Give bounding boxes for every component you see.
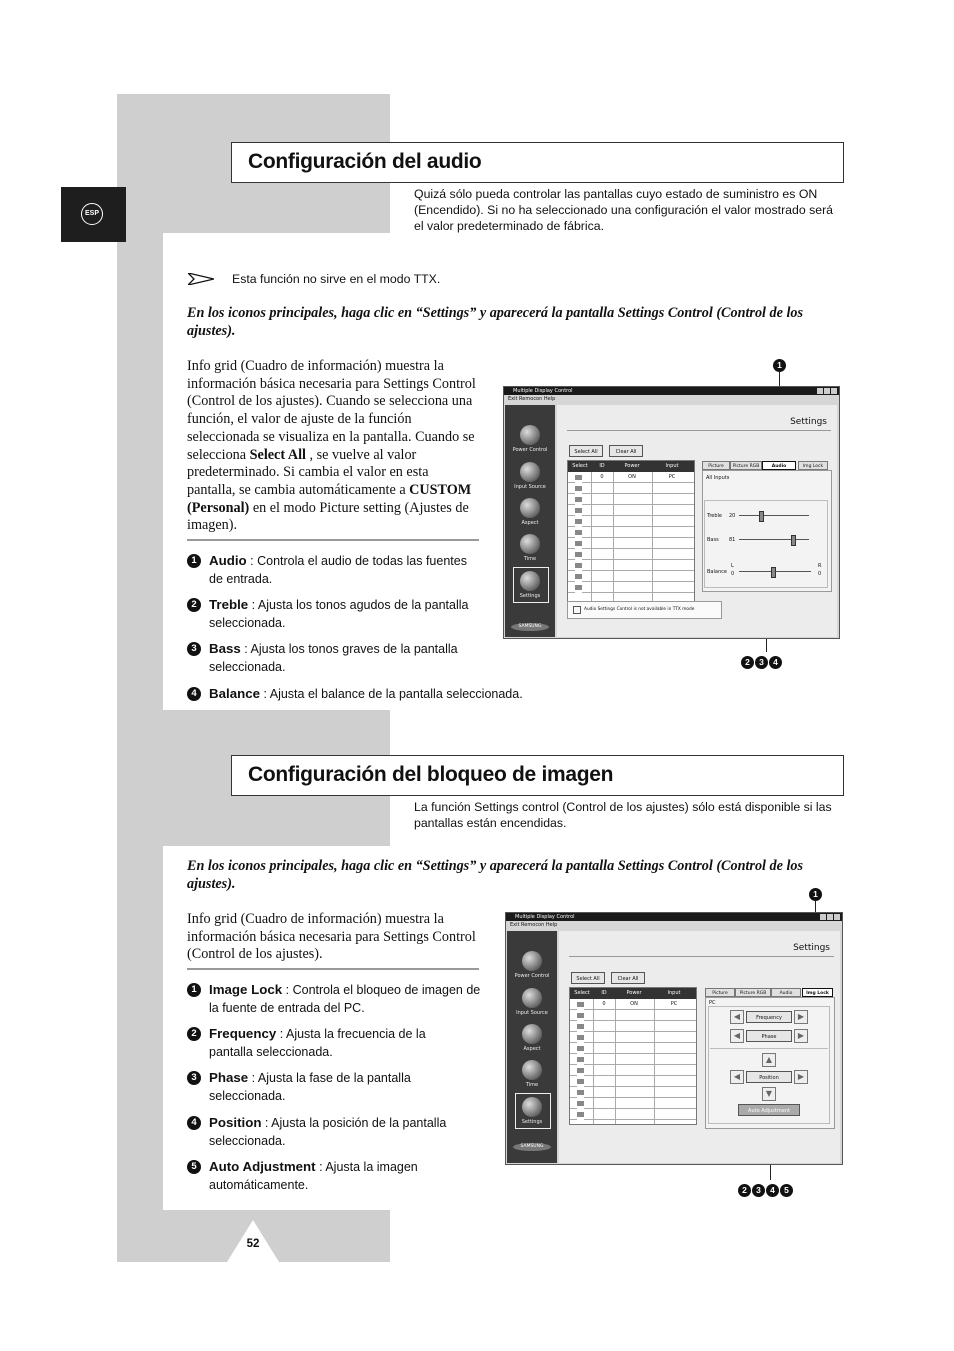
audio-item-3-number: 3 xyxy=(187,642,201,656)
imagelock-callout-3: 3 xyxy=(752,1184,765,1197)
imagelock-callout-5: 5 xyxy=(780,1184,793,1197)
grid-checkboxes[interactable] xyxy=(575,474,582,594)
audio-item-3-desc: : Ajusta los tonos graves de la pantalla seleccionada. xyxy=(209,642,458,674)
grid-header-power: Power xyxy=(624,463,640,469)
page-number: 52 xyxy=(246,1238,260,1250)
ttx-note-text: Audio Settings Control is not available in TTX mode xyxy=(584,607,695,612)
time-label: Time xyxy=(523,556,537,562)
balance-r: R xyxy=(818,563,822,569)
audio-item-4 xyxy=(209,685,609,703)
audio-item-4-term: Balance xyxy=(209,686,260,701)
settings-icon xyxy=(522,1097,542,1117)
imagelock-settings-window xyxy=(505,912,843,1165)
imagelock-divider xyxy=(187,968,479,970)
treble-slider[interactable] xyxy=(739,515,809,516)
time-label: Time xyxy=(525,1082,539,1088)
audio-note: Esta función no sirve en el modo TTX. xyxy=(232,272,441,286)
audio-section-title: Configuración del audio xyxy=(248,150,482,173)
balance-l-value: 0 xyxy=(731,571,735,577)
imagelock-item-2-term: Frequency xyxy=(209,1026,277,1041)
position-down-arrow-icon[interactable]: ▼ xyxy=(762,1087,776,1101)
tab-img-lock[interactable]: Img Lock xyxy=(802,988,833,997)
imagelock-item-4-desc: : Ajusta la posición de la pantalla seleccionada. xyxy=(209,1116,447,1148)
imagelock-item-5-desc: : Ajusta la imagen automáticamente. xyxy=(209,1160,418,1192)
audio-body xyxy=(187,358,477,535)
audio-body-bold-1: Select All xyxy=(249,446,306,463)
audio-item-2-desc: : Ajusta los tonos agudos de la pantalla seleccionada. xyxy=(209,598,469,630)
imagelock-item-3-desc: : Ajusta la fase de la pantalla seleccionada. xyxy=(209,1071,411,1103)
settings-heading-rule xyxy=(569,956,834,957)
imagelock-callout-top xyxy=(809,886,823,904)
imagelock-item-4 xyxy=(209,1114,471,1150)
audio-body-text-2: , se vuelve al valor predeterminado. Si cambia el valor en esta pantalla, se cambia automáticamente a xyxy=(187,446,429,498)
bass-label: Bass xyxy=(707,537,719,543)
tab-picture[interactable]: Picture xyxy=(705,988,735,997)
audio-item-2 xyxy=(209,596,471,632)
imagelock-item-1-number: 1 xyxy=(187,983,201,997)
info-grid xyxy=(567,460,695,604)
imagelock-callout-4: 4 xyxy=(766,1184,779,1197)
imagelock-item-3-number: 3 xyxy=(187,1071,201,1085)
grid-checkboxes[interactable] xyxy=(577,1001,584,1121)
imagelock-item-1-term: Image Lock xyxy=(209,982,283,997)
phase-left-arrow-icon[interactable]: ◀ xyxy=(730,1029,744,1043)
bass-value: 81 xyxy=(729,537,736,543)
grid-col-lines xyxy=(593,999,616,1124)
tab-audio[interactable]: Audio xyxy=(762,461,796,470)
imagelock-window-titlebar: Multiple Display Control xyxy=(506,913,842,921)
audio-item-1-number: 1 xyxy=(187,554,201,568)
imagelock-section-title: Configuración del bloqueo de imagen xyxy=(248,763,614,786)
imagelock-window-sidebar xyxy=(507,931,557,1163)
audio-body-text-3: en el modo Picture setting (Ajustes de imagen). xyxy=(187,499,469,534)
info-grid xyxy=(569,987,697,1125)
power-control-icon xyxy=(520,425,540,445)
audio-item-2-term: Treble xyxy=(209,597,249,612)
settings-label: Settings xyxy=(521,1119,543,1125)
imagelock-panel xyxy=(705,997,835,1129)
select-all-button[interactable]: Select All xyxy=(569,445,603,457)
language-badge xyxy=(61,187,126,242)
audio-instruction: En los iconos principales, haga clic en “Settings” y aparecerá la pantalla Settings Control (Control de los ajustes). xyxy=(187,305,804,339)
imagelock-separator xyxy=(710,1048,828,1049)
aspect-label: Aspect xyxy=(523,1046,541,1052)
imagelock-item-5-number: 5 xyxy=(187,1160,201,1174)
position-up-arrow-icon[interactable]: ▲ xyxy=(762,1053,776,1067)
settings-heading: Settings xyxy=(790,417,827,427)
treble-slider-thumb[interactable] xyxy=(759,511,764,522)
treble-label: Treble xyxy=(707,513,722,519)
position-left-arrow-icon[interactable]: ◀ xyxy=(730,1070,744,1084)
grid-row-input: PC xyxy=(668,474,676,480)
position-right-arrow-icon[interactable]: ▶ xyxy=(794,1070,808,1084)
select-all-button[interactable]: Select All xyxy=(571,972,605,984)
input-source-label: Input Source xyxy=(514,484,546,490)
imagelock-item-5-term: Auto Adjustment xyxy=(209,1159,316,1174)
audio-item-3-term: Bass xyxy=(209,641,241,656)
grid-row-power: ON xyxy=(630,1001,638,1007)
imagelock-item-4-term: Position xyxy=(209,1115,262,1130)
settings-heading: Settings xyxy=(793,943,830,953)
audio-intro: Quizá sólo pueda controlar las pantallas cuyo estado de suministro es ON (Encendido). Si no ha seleccionado una configuración el valor mostrado será el valor predeterminado de fábrica. xyxy=(414,187,834,233)
position-button[interactable]: Position xyxy=(746,1071,792,1083)
grid-header-select: Select xyxy=(574,990,590,996)
settings-label: Settings xyxy=(519,593,541,599)
imagelock-item-3-term: Phase xyxy=(209,1070,249,1085)
audio-item-3 xyxy=(209,640,479,676)
audio-divider xyxy=(187,539,479,541)
settings-icon xyxy=(520,571,540,591)
time-icon xyxy=(522,1060,542,1080)
grid-header-select: Select xyxy=(572,463,588,469)
audio-callout-top-number: 1 xyxy=(773,359,786,372)
tab-picture[interactable]: Picture xyxy=(702,461,730,470)
input-source-icon xyxy=(520,462,540,482)
audio-callout-4: 4 xyxy=(769,656,782,669)
grid-header-input: Input xyxy=(667,990,681,996)
balance-label: Balance xyxy=(707,569,727,575)
grid-row-id: 0 xyxy=(602,1001,606,1007)
imagelock-item-2-desc: : Ajusta la frecuencia de la pantalla seleccionada. xyxy=(209,1027,426,1059)
audio-section-title-box xyxy=(231,142,844,183)
note-arrow-icon xyxy=(188,272,214,290)
settings-tabs xyxy=(705,988,835,997)
grid-header-id: ID xyxy=(601,990,607,996)
audio-window-canvas xyxy=(557,405,837,637)
settings-heading-rule xyxy=(567,430,831,431)
grid-row-input: PC xyxy=(670,1001,678,1007)
treble-value: 20 xyxy=(729,513,736,519)
balance-r-value: 0 xyxy=(818,571,822,577)
grid-header-power: Power xyxy=(626,990,642,996)
clear-all-button[interactable]: Clear All xyxy=(609,445,643,457)
bass-slider[interactable] xyxy=(739,539,809,540)
audio-panel xyxy=(702,470,832,592)
audio-callout-2: 2 xyxy=(741,656,754,669)
imagelock-section-title-box xyxy=(231,755,844,796)
audio-window-sidebar xyxy=(505,405,555,637)
imagelock-callout-top-number: 1 xyxy=(809,888,822,901)
phase-button[interactable]: Phase xyxy=(746,1030,792,1042)
tab-audio[interactable]: Audio xyxy=(771,988,801,997)
input-source-label: Input Source xyxy=(516,1010,548,1016)
frequency-left-arrow-icon[interactable]: ◀ xyxy=(730,1010,744,1024)
audio-window-controls xyxy=(817,388,837,394)
aspect-label: Aspect xyxy=(521,520,539,526)
audio-settings-window xyxy=(503,386,840,639)
brand-logo: SAMSUNG xyxy=(511,623,549,631)
input-source-icon xyxy=(522,988,542,1008)
ttx-note-checkbox xyxy=(573,606,581,614)
imagelock-window-controls xyxy=(820,914,840,920)
frequency-button[interactable]: Frequency xyxy=(746,1011,792,1023)
grid-row-id: 0 xyxy=(600,474,604,480)
clear-all-button[interactable]: Clear All xyxy=(611,972,645,984)
tab-picture-rgb[interactable]: Picture RGB xyxy=(730,461,762,470)
imagelock-item-3 xyxy=(209,1069,449,1105)
power-control-label: Power Control xyxy=(514,973,550,979)
imagelock-window-menu: Exit Remocon Help xyxy=(510,922,558,928)
grid-row-power: ON xyxy=(628,474,636,480)
phase-right-arrow-icon[interactable]: ▶ xyxy=(794,1029,808,1043)
audio-item-4-desc: : Ajusta el balance de la pantalla seleccionada. xyxy=(260,687,523,701)
imagelock-item-1 xyxy=(209,981,484,1017)
imagelock-body: Info grid (Cuadro de información) muestra la información básica necesaria para Settings Control (Control de los ajustes). xyxy=(187,911,476,963)
audio-window-titlebar: Multiple Display Control xyxy=(504,387,839,395)
audio-window-menu: Exit Remocon Help xyxy=(508,396,556,402)
imagelock-item-5 xyxy=(209,1158,471,1194)
settings-tabs xyxy=(702,461,830,470)
grid-col-lines xyxy=(591,472,614,603)
audio-item-1-term: Audio xyxy=(209,553,247,568)
audio-body-text-1: Info grid (Cuadro de información) muestra la información básica necesaria para Settings Control (Control de los ajustes). Cuando se selecciona una función, el valor de ajuste de la función seleccionada se visualiza en la pantalla. Cuando se selecciona xyxy=(187,358,476,463)
audio-callout-top xyxy=(773,357,787,375)
imagelock-window-canvas xyxy=(559,931,840,1163)
imagelock-callout-bottom xyxy=(738,1182,794,1200)
auto-adjustment-button[interactable]: Auto Adjustment xyxy=(738,1104,800,1116)
aspect-icon xyxy=(520,498,540,518)
ttx-note-box xyxy=(567,601,722,619)
frequency-right-arrow-icon[interactable]: ▶ xyxy=(794,1010,808,1024)
balance-l: L xyxy=(731,563,734,569)
imagelock-item-1-desc: : Controla el bloqueo de imagen de la fuente de entrada del PC. xyxy=(209,983,481,1015)
grid-header-input: Input xyxy=(665,463,679,469)
grid-header-id: ID xyxy=(599,463,605,469)
grid-col-line-2 xyxy=(652,472,653,603)
audio-item-4-number: 4 xyxy=(187,687,201,701)
imagelock-item-2 xyxy=(209,1025,471,1061)
grid-rows xyxy=(570,999,696,1120)
imagelock-callout-2: 2 xyxy=(738,1184,751,1197)
balance-slider-thumb[interactable] xyxy=(771,567,776,578)
imagelock-item-4-number: 4 xyxy=(187,1116,201,1130)
power-control-icon xyxy=(522,951,542,971)
audio-item-1-desc: : Controla el audio de todas las fuentes de entrada. xyxy=(209,554,467,586)
grid-row xyxy=(568,472,694,593)
brand-logo: SAMSUNG xyxy=(513,1143,551,1151)
grid-col-line-2 xyxy=(654,999,655,1124)
audio-callout-3: 3 xyxy=(755,656,768,669)
imagelock-panel-label: PC xyxy=(709,1000,716,1006)
bass-slider-thumb[interactable] xyxy=(791,535,796,546)
audio-callout-bottom xyxy=(741,654,783,672)
audio-panel-label: All Inputs xyxy=(706,475,730,481)
power-control-label: Power Control xyxy=(512,447,548,453)
audio-item-1 xyxy=(209,552,471,588)
imagelock-intro: La función Settings control (Control de los ajustes) sólo está disponible si las pantallas están encendidas. xyxy=(414,800,832,830)
language-badge-circle: ESP xyxy=(81,203,103,225)
tab-img-lock[interactable]: Img Lock xyxy=(798,461,828,470)
tab-picture-rgb[interactable]: Picture RGB xyxy=(735,988,771,997)
time-icon xyxy=(520,534,540,554)
imagelock-instruction: En los iconos principales, haga clic en “Settings” y aparecerá la pantalla Settings Control (Control de los ajustes). xyxy=(187,858,804,892)
audio-item-2-number: 2 xyxy=(187,598,201,612)
audio-body-bold-2: CUSTOM (Personal) xyxy=(187,481,472,516)
imagelock-item-2-number: 2 xyxy=(187,1027,201,1041)
aspect-icon xyxy=(522,1024,542,1044)
